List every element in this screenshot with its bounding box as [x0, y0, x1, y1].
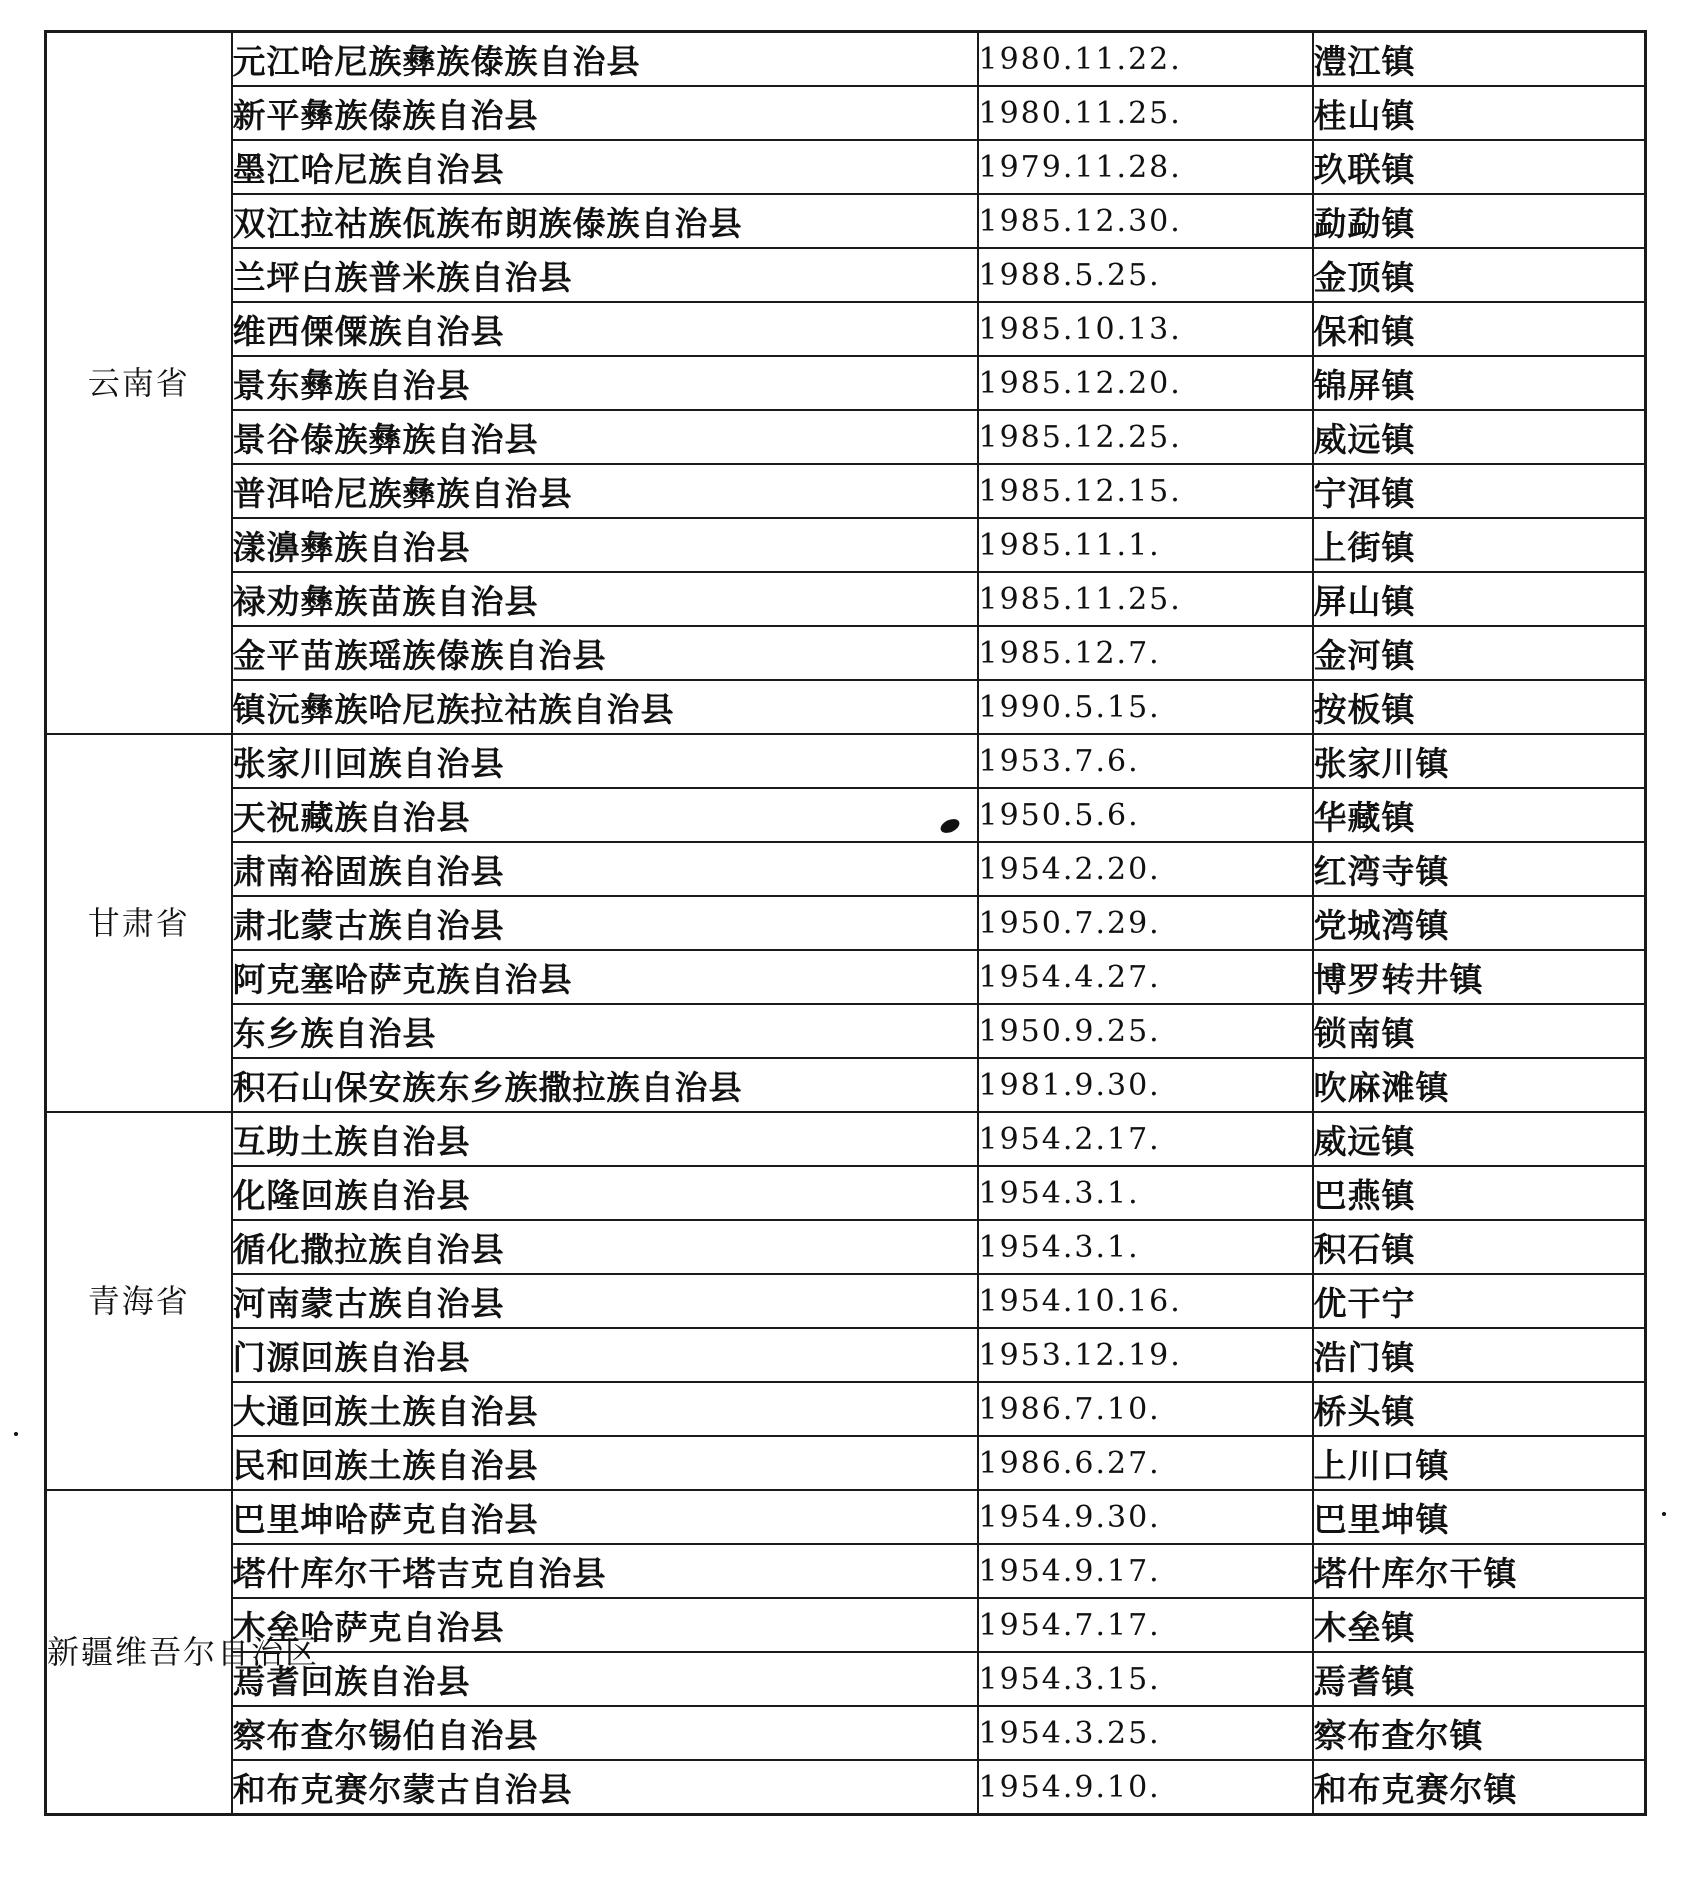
county-name-cell: 察布查尔锡伯自治县 — [232, 1706, 978, 1760]
county-name-cell: 循化撒拉族自治县 — [232, 1220, 978, 1274]
table-row — [46, 1706, 1646, 1760]
table-row — [46, 356, 1646, 410]
county-seat-cell: 巴里坤镇 — [1313, 1490, 1646, 1544]
table-row — [46, 32, 1646, 87]
county-seat-cell: 吹麻滩镇 — [1313, 1058, 1646, 1112]
table-row — [46, 1274, 1646, 1328]
established-date-cell: 1954.9.10. — [978, 1760, 1313, 1815]
province-cell: 云南省 — [46, 32, 232, 735]
county-seat-cell: 察布查尔镇 — [1313, 1706, 1646, 1760]
table-row — [46, 302, 1646, 356]
table-row — [46, 1436, 1646, 1490]
county-seat-cell: 金河镇 — [1313, 626, 1646, 680]
table-row — [46, 1328, 1646, 1382]
established-date-cell: 1986.6.27. — [978, 1436, 1313, 1490]
autonomous-county-table — [44, 30, 1647, 1816]
established-date-cell: 1985.12.20. — [978, 356, 1313, 410]
ink-dot — [1662, 1512, 1666, 1516]
table-row — [46, 1598, 1646, 1652]
county-name-cell: 漾濞彝族自治县 — [232, 518, 978, 572]
established-date-cell: 1985.12.30. — [978, 194, 1313, 248]
county-seat-cell: 木垒镇 — [1313, 1598, 1646, 1652]
county-name-cell: 东乡族自治县 — [232, 1004, 978, 1058]
county-seat-cell: 积石镇 — [1313, 1220, 1646, 1274]
established-date-cell: 1954.3.1. — [978, 1166, 1313, 1220]
county-seat-cell: 桂山镇 — [1313, 86, 1646, 140]
county-name-cell: 景谷傣族彝族自治县 — [232, 410, 978, 464]
table-row — [46, 626, 1646, 680]
established-date-cell: 1954.3.1. — [978, 1220, 1313, 1274]
county-seat-cell: 威远镇 — [1313, 410, 1646, 464]
table-row — [46, 1166, 1646, 1220]
table-row — [46, 1490, 1646, 1544]
established-date-cell: 1980.11.22. — [978, 32, 1313, 87]
county-name-cell: 双江拉祜族佤族布朗族傣族自治县 — [232, 194, 978, 248]
established-date-cell: 1954.10.16. — [978, 1274, 1313, 1328]
county-seat-cell: 上街镇 — [1313, 518, 1646, 572]
established-date-cell: 1953.7.6. — [978, 734, 1313, 788]
county-name-cell: 墨江哈尼族自治县 — [232, 140, 978, 194]
county-name-cell: 维西傈僳族自治县 — [232, 302, 978, 356]
county-name-cell: 天祝藏族自治县 — [232, 788, 978, 842]
county-seat-cell: 锁南镇 — [1313, 1004, 1646, 1058]
table-row — [46, 1652, 1646, 1706]
established-date-cell: 1985.12.7. — [978, 626, 1313, 680]
county-seat-cell: 保和镇 — [1313, 302, 1646, 356]
established-date-cell: 1990.5.15. — [978, 680, 1313, 734]
county-name-cell: 塔什库尔干塔吉克自治县 — [232, 1544, 978, 1598]
established-date-cell: 1950.7.29. — [978, 896, 1313, 950]
table-row — [46, 464, 1646, 518]
county-name-cell: 门源回族自治县 — [232, 1328, 978, 1382]
county-name-cell: 焉耆回族自治县 — [232, 1652, 978, 1706]
county-seat-cell: 博罗转井镇 — [1313, 950, 1646, 1004]
table-row — [46, 1058, 1646, 1112]
established-date-cell: 1988.5.25. — [978, 248, 1313, 302]
table-row — [46, 788, 1646, 842]
county-name-cell: 禄劝彝族苗族自治县 — [232, 572, 978, 626]
established-date-cell: 1985.10.13. — [978, 302, 1313, 356]
table-row — [46, 1382, 1646, 1436]
county-name-cell: 和布克赛尔蒙古自治县 — [232, 1760, 978, 1815]
county-seat-cell: 玖联镇 — [1313, 140, 1646, 194]
county-seat-cell: 按板镇 — [1313, 680, 1646, 734]
established-date-cell: 1954.9.17. — [978, 1544, 1313, 1598]
table-row — [46, 1004, 1646, 1058]
established-date-cell: 1954.3.15. — [978, 1652, 1313, 1706]
document-page — [44, 30, 1644, 1816]
table-row — [46, 842, 1646, 896]
established-date-cell: 1954.3.25. — [978, 1706, 1313, 1760]
established-date-cell: 1985.12.15. — [978, 464, 1313, 518]
county-name-cell: 肃北蒙古族自治县 — [232, 896, 978, 950]
table-row — [46, 248, 1646, 302]
county-seat-cell: 塔什库尔干镇 — [1313, 1544, 1646, 1598]
county-seat-cell: 宁洱镇 — [1313, 464, 1646, 518]
county-seat-cell: 红湾寺镇 — [1313, 842, 1646, 896]
table-row — [46, 950, 1646, 1004]
table-row — [46, 1760, 1646, 1815]
ink-dot — [14, 1432, 18, 1436]
table-row — [46, 572, 1646, 626]
established-date-cell: 1954.2.20. — [978, 842, 1313, 896]
county-seat-cell: 和布克赛尔镇 — [1313, 1760, 1646, 1815]
county-name-cell: 互助土族自治县 — [232, 1112, 978, 1166]
established-date-cell: 1981.9.30. — [978, 1058, 1313, 1112]
county-name-cell: 化隆回族自治县 — [232, 1166, 978, 1220]
county-name-cell: 大通回族土族自治县 — [232, 1382, 978, 1436]
established-date-cell: 1954.7.17. — [978, 1598, 1313, 1652]
table-body — [46, 32, 1646, 1815]
county-seat-cell: 浩门镇 — [1313, 1328, 1646, 1382]
table-row — [46, 1112, 1646, 1166]
province-cell: 甘肃省 — [46, 734, 232, 1112]
established-date-cell: 1950.9.25. — [978, 1004, 1313, 1058]
county-name-cell: 积石山保安族东乡族撒拉族自治县 — [232, 1058, 978, 1112]
table-row — [46, 518, 1646, 572]
county-name-cell: 兰坪白族普米族自治县 — [232, 248, 978, 302]
county-seat-cell: 桥头镇 — [1313, 1382, 1646, 1436]
county-seat-cell: 张家川镇 — [1313, 734, 1646, 788]
county-name-cell: 河南蒙古族自治县 — [232, 1274, 978, 1328]
county-name-cell: 民和回族土族自治县 — [232, 1436, 978, 1490]
table-row — [46, 194, 1646, 248]
county-name-cell: 金平苗族瑶族傣族自治县 — [232, 626, 978, 680]
table-row — [46, 86, 1646, 140]
county-seat-cell: 华藏镇 — [1313, 788, 1646, 842]
established-date-cell: 1985.12.25. — [978, 410, 1313, 464]
county-seat-cell: 金顶镇 — [1313, 248, 1646, 302]
established-date-cell: 1979.11.28. — [978, 140, 1313, 194]
province-cell: 新疆维吾尔自治区 — [46, 1490, 232, 1815]
table-row — [46, 734, 1646, 788]
established-date-cell: 1985.11.1. — [978, 518, 1313, 572]
county-name-cell: 肃南裕固族自治县 — [232, 842, 978, 896]
table-row — [46, 1544, 1646, 1598]
table-row — [46, 896, 1646, 950]
county-name-cell: 巴里坤哈萨克自治县 — [232, 1490, 978, 1544]
county-name-cell: 木垒哈萨克自治县 — [232, 1598, 978, 1652]
established-date-cell: 1953.12.19. — [978, 1328, 1313, 1382]
county-name-cell: 阿克塞哈萨克族自治县 — [232, 950, 978, 1004]
county-name-cell: 景东彝族自治县 — [232, 356, 978, 410]
county-seat-cell: 锦屏镇 — [1313, 356, 1646, 410]
table-row — [46, 140, 1646, 194]
county-name-cell: 新平彝族傣族自治县 — [232, 86, 978, 140]
established-date-cell: 1954.4.27. — [978, 950, 1313, 1004]
county-seat-cell: 威远镇 — [1313, 1112, 1646, 1166]
county-seat-cell: 澧江镇 — [1313, 32, 1646, 87]
table-row — [46, 1220, 1646, 1274]
county-name-cell: 元江哈尼族彝族傣族自治县 — [232, 32, 978, 87]
county-seat-cell: 党城湾镇 — [1313, 896, 1646, 950]
county-seat-cell: 上川口镇 — [1313, 1436, 1646, 1490]
established-date-cell: 1950.5.6. — [978, 788, 1313, 842]
established-date-cell: 1980.11.25. — [978, 86, 1313, 140]
established-date-cell: 1986.7.10. — [978, 1382, 1313, 1436]
table-row — [46, 410, 1646, 464]
county-name-cell: 镇沅彝族哈尼族拉祜族自治县 — [232, 680, 978, 734]
established-date-cell: 1985.11.25. — [978, 572, 1313, 626]
established-date-cell: 1954.2.17. — [978, 1112, 1313, 1166]
table-row — [46, 680, 1646, 734]
county-name-cell: 普洱哈尼族彝族自治县 — [232, 464, 978, 518]
county-seat-cell: 勐勐镇 — [1313, 194, 1646, 248]
county-seat-cell: 巴燕镇 — [1313, 1166, 1646, 1220]
county-seat-cell: 焉耆镇 — [1313, 1652, 1646, 1706]
province-cell: 青海省 — [46, 1112, 232, 1490]
county-seat-cell: 优干宁 — [1313, 1274, 1646, 1328]
county-seat-cell: 屏山镇 — [1313, 572, 1646, 626]
established-date-cell: 1954.9.30. — [978, 1490, 1313, 1544]
county-name-cell: 张家川回族自治县 — [232, 734, 978, 788]
